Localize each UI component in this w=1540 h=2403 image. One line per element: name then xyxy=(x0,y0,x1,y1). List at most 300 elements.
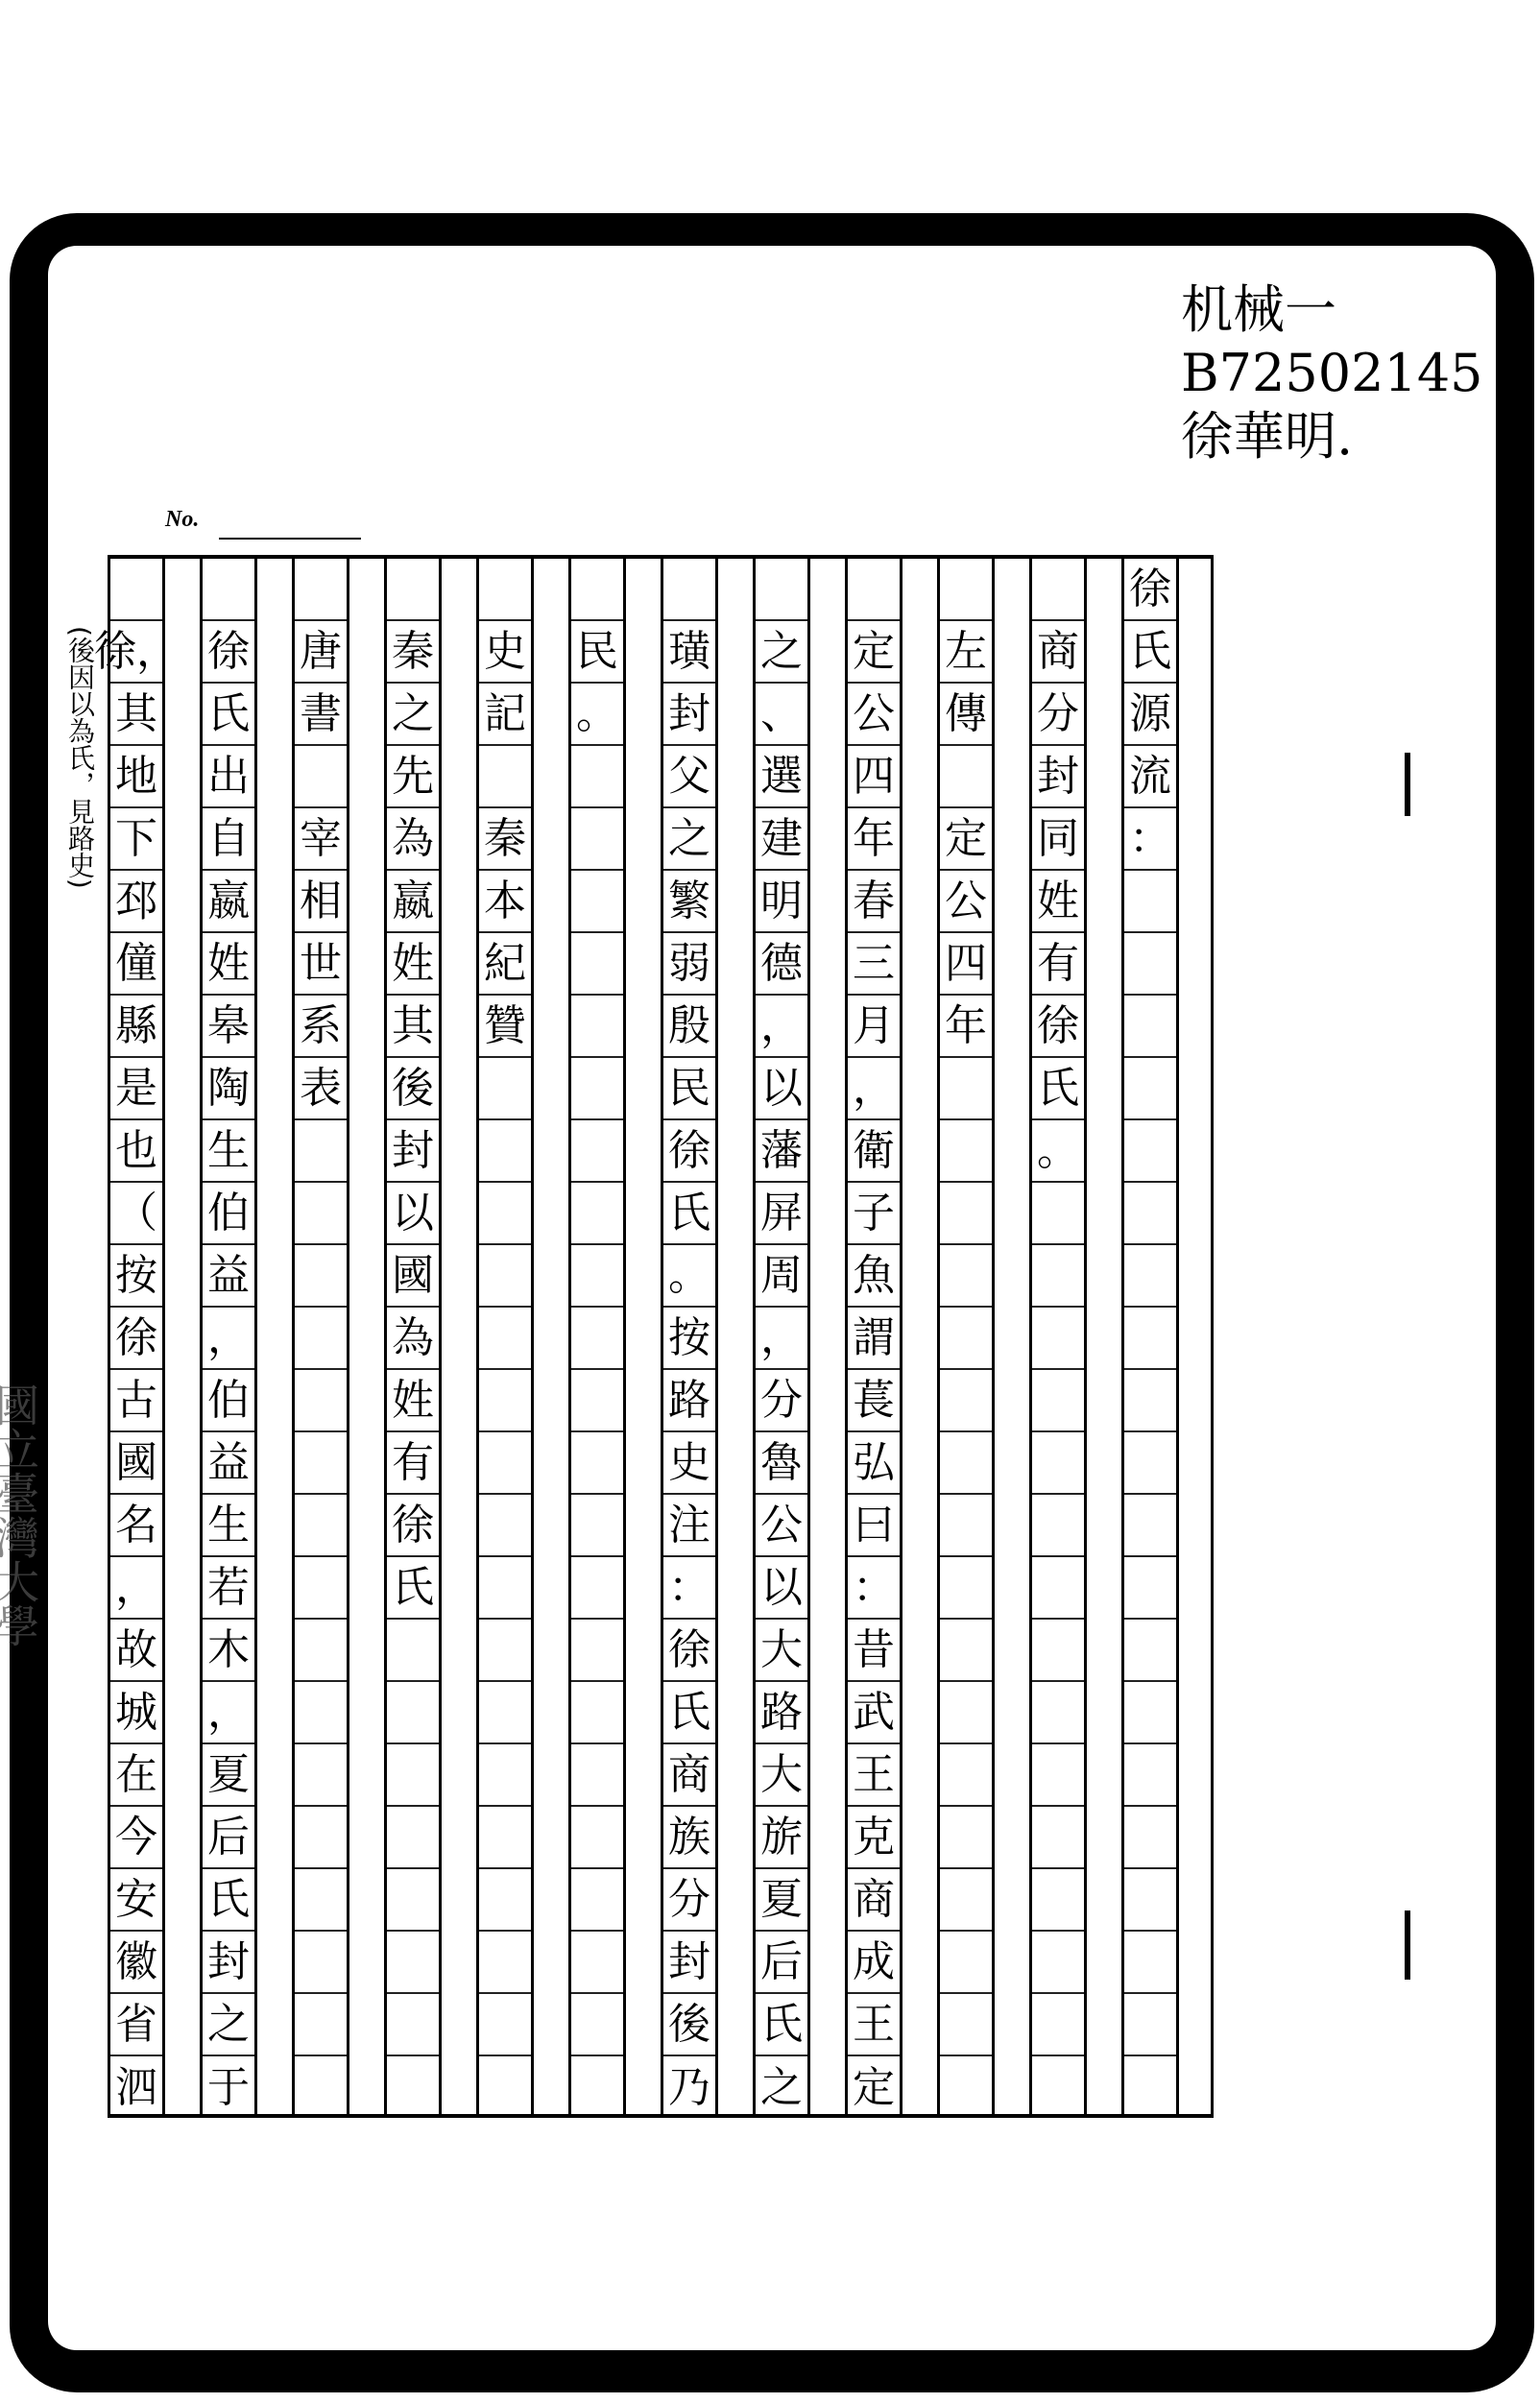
grid-cell: 商 xyxy=(848,1869,900,1932)
grid-cell xyxy=(479,1495,531,1557)
grid-cell xyxy=(571,1807,623,1869)
grid-cell xyxy=(940,1620,992,1682)
grid-cell xyxy=(479,1682,531,1744)
grid-cell xyxy=(571,1183,623,1245)
grid-cell: 選 xyxy=(756,746,807,808)
grid-cell xyxy=(479,1744,531,1807)
grid-cell: 三 xyxy=(848,933,900,996)
grid-cell: 成 xyxy=(848,1932,900,1994)
grid-cell xyxy=(295,1308,347,1370)
grid-cell: 魯 xyxy=(756,1432,807,1495)
grid-cell: 氏 xyxy=(663,1682,715,1744)
grid-cell xyxy=(295,1807,347,1869)
grid-cell xyxy=(387,1994,439,2056)
grid-cell xyxy=(1124,1495,1176,1557)
grid-cell xyxy=(295,1932,347,1994)
grid-cell xyxy=(940,1557,992,1620)
grid-cell: 曰 xyxy=(848,1495,900,1557)
grid-cell: 之 xyxy=(756,621,807,684)
grid-cell: 有 xyxy=(387,1432,439,1495)
grid-cell: 春 xyxy=(848,871,900,933)
grid-cell: 木 xyxy=(203,1620,254,1682)
grid-cell xyxy=(571,1058,623,1120)
grid-cell xyxy=(479,1058,531,1120)
grid-cell: 定 xyxy=(853,2062,895,2112)
grid-cell: 明 xyxy=(756,871,807,933)
grid-cell xyxy=(110,559,162,621)
grid-cell: 史 xyxy=(663,1432,715,1495)
grid-cell xyxy=(1032,1557,1084,1620)
grid-cell xyxy=(1124,1744,1176,1807)
grid-cell: 分 xyxy=(1032,684,1084,746)
grid-cell: 徐 xyxy=(663,1120,715,1183)
grid-cell: 武 xyxy=(848,1682,900,1744)
grid-cell: 乃 xyxy=(668,2062,710,2112)
grid-cell xyxy=(940,1682,992,1744)
grid-cell xyxy=(1124,1807,1176,1869)
grid-cell: 民 xyxy=(663,1058,715,1120)
grid-cell xyxy=(1032,559,1084,621)
grid-cell xyxy=(571,746,623,808)
grid-cell xyxy=(571,1120,623,1183)
grid-cell: 後 xyxy=(387,1058,439,1120)
number-label: No. xyxy=(165,507,200,532)
grid-cell xyxy=(1124,1557,1176,1620)
grid-cell: 商 xyxy=(1032,621,1084,684)
grid-cell xyxy=(1124,1932,1176,1994)
grid-cell xyxy=(295,559,347,621)
grid-cell xyxy=(295,1495,347,1557)
grid-cell: 民 xyxy=(571,621,623,684)
grid-cell: 徐 xyxy=(1124,559,1176,621)
grid-cell: 嬴 xyxy=(203,871,254,933)
grid-cell: 史 xyxy=(479,621,531,684)
grid-cell: 、 xyxy=(756,684,807,746)
grid-cell: 宰 xyxy=(295,808,347,871)
grid-cell: 弘 xyxy=(848,1432,900,1495)
grid-cell xyxy=(387,559,439,621)
grid-cell xyxy=(940,1495,992,1557)
grid-cell xyxy=(571,1620,623,1682)
grid-cell xyxy=(295,1620,347,1682)
grid-cell xyxy=(571,1370,623,1432)
grid-cell: 按 xyxy=(110,1245,162,1308)
grid-cell: 殷 xyxy=(663,996,715,1058)
grid-cell: 族 xyxy=(663,1807,715,1869)
grid-cell: 姓 xyxy=(387,933,439,996)
grid-cell: 益 xyxy=(203,1432,254,1495)
grid-cell: 旂 xyxy=(756,1807,807,1869)
grid-cell: 之 xyxy=(760,2062,803,2112)
grid-cell: 國 xyxy=(387,1245,439,1308)
grid-cell xyxy=(387,1620,439,1682)
grid-cell: 璜 xyxy=(663,621,715,684)
grid-cell: 有 xyxy=(1032,933,1084,996)
grid-cell: 商 xyxy=(663,1744,715,1807)
grid-cell xyxy=(1032,1370,1084,1432)
grid-cell xyxy=(1032,1620,1084,1682)
grid-cell: 。 xyxy=(663,1245,715,1308)
grid-cell: 唐 xyxy=(295,621,347,684)
grid-cell xyxy=(479,1120,531,1183)
university-watermark xyxy=(29,1382,67,1647)
grid-cell xyxy=(1032,1682,1084,1744)
grid-cell: 源 xyxy=(1124,684,1176,746)
grid-cell: 分 xyxy=(756,1370,807,1432)
grid-cell: 名 xyxy=(110,1495,162,1557)
grid-cell: 同 xyxy=(1032,808,1084,871)
grid-cell xyxy=(387,1744,439,1807)
grid-cell xyxy=(1124,1245,1176,1308)
grid-cell: 氏 xyxy=(663,1183,715,1245)
text-column xyxy=(661,559,718,2114)
grid-cell xyxy=(940,1308,992,1370)
grid-cell: 路 xyxy=(663,1370,715,1432)
grid-cell: 生 xyxy=(203,1495,254,1557)
grid-cell: 定 xyxy=(940,808,992,871)
text-column xyxy=(200,559,257,2114)
grid-cell: ， xyxy=(756,1308,807,1370)
grid-cell: ， xyxy=(110,1557,162,1620)
grid-cell: 縣 xyxy=(110,996,162,1058)
text-column xyxy=(476,559,534,2114)
grid-cell: 于 xyxy=(207,2062,250,2112)
grid-cell: 子 xyxy=(848,1183,900,1245)
grid-cell: 繁 xyxy=(663,871,715,933)
grid-cell xyxy=(479,1869,531,1932)
grid-cell xyxy=(295,1245,347,1308)
grid-cell: 克 xyxy=(848,1807,900,1869)
grid-cell xyxy=(940,1245,992,1308)
grid-cell xyxy=(940,1370,992,1432)
grid-cell: 故 xyxy=(110,1620,162,1682)
grid-cell: 萇 xyxy=(848,1370,900,1432)
grid-cell: 昔 xyxy=(848,1620,900,1682)
grid-cell xyxy=(1124,2056,1176,2119)
grid-cell xyxy=(571,1994,623,2056)
grid-cell xyxy=(295,1994,347,2056)
grid-cell xyxy=(387,1807,439,1869)
grid-cell: ， xyxy=(848,1058,900,1120)
grid-cell xyxy=(479,2056,531,2119)
grid-cell: 書 xyxy=(295,684,347,746)
grid-cell: 月 xyxy=(848,996,900,1058)
grid-cell xyxy=(571,559,623,621)
grid-cell: 生 xyxy=(203,1120,254,1183)
grid-cell xyxy=(1124,1682,1176,1744)
department-text: 机械一 xyxy=(1181,279,1336,340)
grid-cell xyxy=(479,1245,531,1308)
grid-cell xyxy=(940,559,992,621)
grid-cell: 夏 xyxy=(203,1744,254,1807)
grid-cell: 大 xyxy=(756,1620,807,1682)
grid-cell: 其 xyxy=(110,684,162,746)
grid-cell xyxy=(571,2056,623,2119)
grid-cell: 城 xyxy=(110,1682,162,1744)
grid-cell xyxy=(1032,1807,1084,1869)
grid-cell: 徐 xyxy=(663,1620,715,1682)
grid-cell xyxy=(571,1432,623,1495)
text-column xyxy=(753,559,810,2114)
grid-cell: 泗 xyxy=(115,2062,157,2112)
grid-cell xyxy=(571,1744,623,1807)
grid-cell xyxy=(756,559,807,621)
grid-cell xyxy=(479,1370,531,1432)
grid-cell xyxy=(1124,1370,1176,1432)
grid-cell: 謂 xyxy=(848,1308,900,1370)
grid-cell: 公 xyxy=(848,684,900,746)
grid-cell: 徐 xyxy=(1032,996,1084,1058)
grid-cell xyxy=(387,1869,439,1932)
grid-cell: 封 xyxy=(387,1120,439,1183)
grid-cell: 出 xyxy=(203,746,254,808)
grid-cell xyxy=(1032,2056,1084,2119)
grid-cell xyxy=(940,746,992,808)
grid-cell: 益 xyxy=(203,1245,254,1308)
grid-cell: 以 xyxy=(756,1058,807,1120)
grid-cell xyxy=(1124,1620,1176,1682)
grid-cell xyxy=(940,1932,992,1994)
grid-cell: 姓 xyxy=(1032,871,1084,933)
grid-cell: ， xyxy=(756,996,807,1058)
grid-cell: 流 xyxy=(1124,746,1176,808)
grid-cell: 記 xyxy=(479,684,531,746)
grid-cell xyxy=(295,1744,347,1807)
grid-cell: 大 xyxy=(756,1744,807,1807)
grid-cell: 公 xyxy=(940,871,992,933)
grid-cell: 。 xyxy=(1032,1120,1084,1183)
grid-cell: 後 xyxy=(663,1994,715,2056)
grid-cell: 世 xyxy=(295,933,347,996)
grid-cell: 自 xyxy=(203,808,254,871)
grid-cell: 僮 xyxy=(110,933,162,996)
grid-cell: 以 xyxy=(756,1557,807,1620)
grid-cell xyxy=(940,1432,992,1495)
grid-cell xyxy=(940,1744,992,1807)
grid-cell: （ xyxy=(110,1183,162,1245)
grid-cell: 系 xyxy=(295,996,347,1058)
text-column xyxy=(845,559,902,2114)
grid-cell: 在 xyxy=(110,1744,162,1807)
text-column xyxy=(292,559,349,2114)
grid-cell xyxy=(1124,1120,1176,1183)
grid-cell xyxy=(1124,1432,1176,1495)
grid-cell: 封 xyxy=(203,1932,254,1994)
grid-cell: 姓 xyxy=(203,933,254,996)
grid-cell: 紀 xyxy=(479,933,531,996)
grid-cell: 徽 xyxy=(110,1932,162,1994)
grid-cell xyxy=(571,1308,623,1370)
grid-cell: 邳 xyxy=(110,871,162,933)
grid-cell xyxy=(571,1932,623,1994)
grid-cell xyxy=(571,808,623,871)
grid-cell: 贊 xyxy=(479,996,531,1058)
grid-cell xyxy=(571,871,623,933)
grid-cell: 以 xyxy=(387,1183,439,1245)
binding-mark xyxy=(1405,753,1410,816)
grid-cell xyxy=(387,1932,439,1994)
grid-cell: 氏 xyxy=(756,1994,807,2056)
grid-cell: 之 xyxy=(203,1994,254,2056)
number-blank-line xyxy=(219,538,361,540)
grid-cell: 弱 xyxy=(663,933,715,996)
grid-cell: 安 xyxy=(110,1869,162,1932)
grid-cell xyxy=(940,1994,992,2056)
grid-cell xyxy=(571,933,623,996)
grid-cell xyxy=(1032,1183,1084,1245)
grid-cell xyxy=(295,1370,347,1432)
grid-cell: 分 xyxy=(663,1869,715,1932)
grid-cell: 下 xyxy=(110,808,162,871)
grid-cell xyxy=(571,996,623,1058)
grid-cell: 為 xyxy=(387,1308,439,1370)
grid-cell: 之 xyxy=(387,684,439,746)
grid-cell: 年 xyxy=(848,808,900,871)
text-column xyxy=(94,559,179,2114)
grid-cell: ： xyxy=(663,1557,715,1620)
text-column xyxy=(1029,559,1087,2114)
grid-cell xyxy=(479,1432,531,1495)
grid-cell xyxy=(1124,1183,1176,1245)
grid-cell xyxy=(1124,1994,1176,2056)
grid-cell: 徐 xyxy=(203,621,254,684)
grid-cell xyxy=(479,746,531,808)
grid-cell xyxy=(387,1682,439,1744)
grid-cell: 嬴 xyxy=(387,871,439,933)
text-column xyxy=(384,559,442,2114)
grid-cell: 屏 xyxy=(756,1183,807,1245)
grid-cell: 之 xyxy=(663,808,715,871)
grid-cell xyxy=(387,2056,439,2119)
binding-mark xyxy=(1405,1910,1410,1980)
grid-cell xyxy=(940,2056,992,2119)
grid-cell: 地 xyxy=(110,746,162,808)
grid-cell xyxy=(1032,1869,1084,1932)
grid-cell xyxy=(295,2056,347,2119)
text-column xyxy=(937,559,995,2114)
grid-cell xyxy=(295,746,347,808)
grid-cell xyxy=(1124,1308,1176,1370)
grid-cell: 王 xyxy=(848,1744,900,1807)
grid-cell: ， xyxy=(203,1682,254,1744)
grid-cell: 為 xyxy=(387,808,439,871)
grid-cell: 秦 xyxy=(479,808,531,871)
grid-cell: 姓 xyxy=(387,1370,439,1432)
grid-cell xyxy=(479,1807,531,1869)
grid-cell: 封 xyxy=(1032,746,1084,808)
grid-cell: 年 xyxy=(940,996,992,1058)
grid-cell xyxy=(940,1120,992,1183)
grid-cell: 左 xyxy=(940,621,992,684)
grid-cell: 徐， xyxy=(110,621,162,684)
grid-cell xyxy=(571,1495,623,1557)
grid-cell xyxy=(1124,996,1176,1058)
grid-cell: 四 xyxy=(848,746,900,808)
grid-cell: 封 xyxy=(663,1932,715,1994)
grid-cell xyxy=(571,1682,623,1744)
grid-cell: ， xyxy=(203,1308,254,1370)
grid-cell xyxy=(848,559,900,621)
student-name-text: 徐華明. xyxy=(1181,406,1354,467)
grid-cell: 德 xyxy=(756,933,807,996)
grid-cell: 藩 xyxy=(756,1120,807,1183)
grid-cell: 封 xyxy=(663,684,715,746)
grid-cell xyxy=(940,1807,992,1869)
grid-cell xyxy=(940,1058,992,1120)
grid-cell: 是 xyxy=(110,1058,162,1120)
grid-cell: 陶 xyxy=(203,1058,254,1120)
grid-cell: 表 xyxy=(295,1058,347,1120)
grid-cell xyxy=(295,1432,347,1495)
grid-cell: 古 xyxy=(110,1370,162,1432)
grid-cell: 四 xyxy=(940,933,992,996)
grid-cell xyxy=(1124,1058,1176,1120)
grid-cell: 公 xyxy=(756,1495,807,1557)
grid-cell: 后 xyxy=(756,1932,807,1994)
grid-cell: 傳 xyxy=(940,684,992,746)
grid-cell: 氏 xyxy=(387,1557,439,1620)
grid-cell xyxy=(295,1120,347,1183)
grid-cell: 氏 xyxy=(1124,621,1176,684)
grid-cell: 周 xyxy=(756,1245,807,1308)
grid-cell: 皋 xyxy=(203,996,254,1058)
grid-cell xyxy=(1032,1308,1084,1370)
grid-cell: 先 xyxy=(387,746,439,808)
grid-cell: 父 xyxy=(663,746,715,808)
grid-cell xyxy=(479,1620,531,1682)
grid-cell: 后 xyxy=(203,1807,254,1869)
grid-cell: 建 xyxy=(756,808,807,871)
grid-cell xyxy=(1032,1932,1084,1994)
grid-cell xyxy=(479,1308,531,1370)
grid-cell xyxy=(571,1869,623,1932)
grid-cell xyxy=(940,1869,992,1932)
grid-cell: 夏 xyxy=(756,1869,807,1932)
grid-cell: 氏 xyxy=(203,1869,254,1932)
manuscript-grid xyxy=(94,555,1214,2118)
grid-cell: 衛 xyxy=(848,1120,900,1183)
grid-cell: 本 xyxy=(479,871,531,933)
grid-cell: 伯 xyxy=(203,1370,254,1432)
text-column xyxy=(1121,559,1179,2114)
grid-cell: 伯 xyxy=(203,1183,254,1245)
grid-cell xyxy=(940,1183,992,1245)
grid-cell xyxy=(1032,1495,1084,1557)
grid-cell xyxy=(295,1869,347,1932)
grid-cell: 也 xyxy=(110,1120,162,1183)
grid-cell: 國 xyxy=(110,1432,162,1495)
grid-cell: 今 xyxy=(110,1807,162,1869)
grid-cell: 相 xyxy=(295,871,347,933)
grid-cell xyxy=(1124,933,1176,996)
grid-cell: 氏 xyxy=(203,684,254,746)
side-annotation: (後因以為氏，見路史) xyxy=(64,626,96,889)
grid-cell: 氏 xyxy=(1032,1058,1084,1120)
grid-cell xyxy=(1032,1744,1084,1807)
grid-cell: 魚 xyxy=(848,1245,900,1308)
grid-cell xyxy=(479,1994,531,2056)
grid-cell xyxy=(1032,1245,1084,1308)
grid-cell: 省 xyxy=(110,1994,162,2056)
text-column xyxy=(568,559,626,2114)
grid-cell: 按 xyxy=(663,1308,715,1370)
grid-cell xyxy=(295,1183,347,1245)
grid-cell xyxy=(295,1557,347,1620)
grid-cell: 王 xyxy=(848,1994,900,2056)
grid-cell: 秦 xyxy=(387,621,439,684)
grid-cell xyxy=(1032,1432,1084,1495)
grid-cell xyxy=(571,1245,623,1308)
